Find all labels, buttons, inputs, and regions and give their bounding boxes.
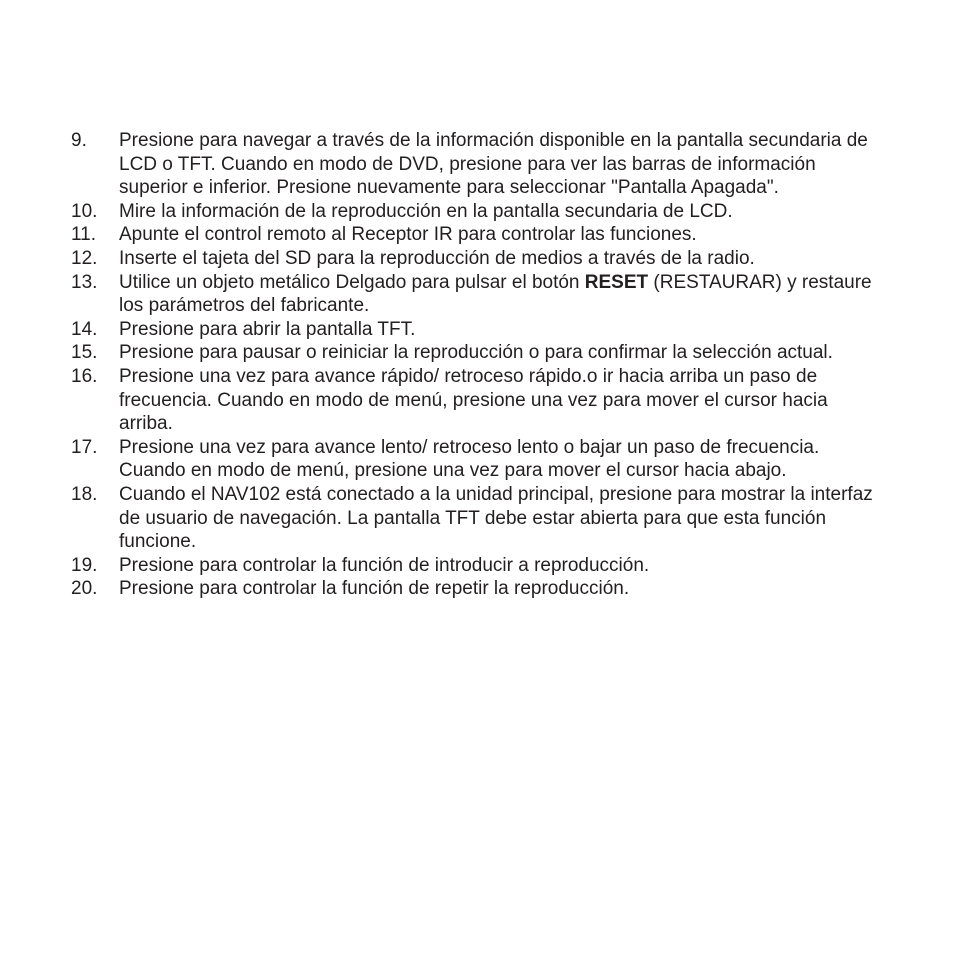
list-item	[71, 247, 883, 271]
item-text: Presione para controlar la función de introducir a reproducción.	[119, 554, 650, 576]
item-text: Presione una vez para avance lento/ retroceso lento o bajar un paso de frecuencia. Cuando en modo de menú, presione una vez para mover el cursor hacia abajo.	[119, 436, 820, 482]
item-text: Mire la información de la reproducción en la pantalla secundaria de LCD.	[119, 200, 733, 222]
item-text: Presione para abrir la pantalla TFT.	[119, 318, 416, 340]
item-text: Inserte el tajeta del SD para la reproducción de medios a través de la radio.	[119, 247, 755, 269]
item-text: Presione para pausar o reiniciar la reproducción o para confirmar la selección actual.	[119, 342, 833, 364]
item-text: Apunte el control remoto al Receptor IR para controlar las funciones.	[119, 224, 697, 246]
list-item	[71, 271, 883, 318]
item-number: 20.	[71, 578, 98, 600]
item-text: Presione una vez para avance rápido/ retroceso rápido.o ir hacia arriba un paso de frecuencia. Cuando en modo de menú, presione una vez para mover el cursor hacia arriba.	[119, 365, 828, 435]
list-item	[71, 223, 883, 247]
item-number: 18.	[71, 483, 98, 505]
item-text: Presione para navegar a través de la información disponible en la pantalla secundaria de LCD o TFT. Cuando en modo de DVD, presione para ver las barras de información superior e inferior. Presione nuevamente para seleccionar "Pantalla Apagada".	[119, 130, 868, 199]
list-item	[71, 483, 883, 554]
item-text: Cuando el NAV102 está conectado a la unidad principal, presione para mostrar la interfaz de usuario de navegación. La pantalla TFT debe estar abierta para que esta función funcione.	[119, 483, 873, 553]
item-number: 14.	[71, 318, 98, 340]
item-text-before: Utilice un objeto metálico Delgado para pulsar el botón	[119, 271, 585, 293]
item-number: 16.	[71, 365, 98, 387]
item-number: 17.	[71, 436, 98, 458]
item-number: 12.	[71, 247, 98, 269]
list-item	[71, 365, 883, 436]
list-item	[71, 200, 883, 224]
item-number: 15.	[71, 342, 98, 364]
list-item	[71, 341, 883, 365]
list-item	[71, 436, 883, 483]
item-text: Presione para controlar la función de repetir la reproducción.	[119, 578, 630, 600]
reset-label: RESET	[584, 271, 649, 293]
item-number: 19.	[71, 554, 98, 576]
item-number: 9.	[71, 130, 87, 151]
item-text	[119, 271, 883, 318]
item-number: 11.	[71, 224, 97, 246]
list-item	[71, 129, 883, 200]
item-number: 10.	[71, 200, 98, 222]
list-item	[71, 554, 883, 578]
item-number: 13.	[71, 271, 98, 293]
item-text-after: (RESTAURAR) y restaure los parámetros del fabricante.	[119, 271, 872, 317]
instruction-list	[71, 129, 883, 601]
list-item	[71, 318, 883, 342]
list-item	[71, 577, 883, 601]
